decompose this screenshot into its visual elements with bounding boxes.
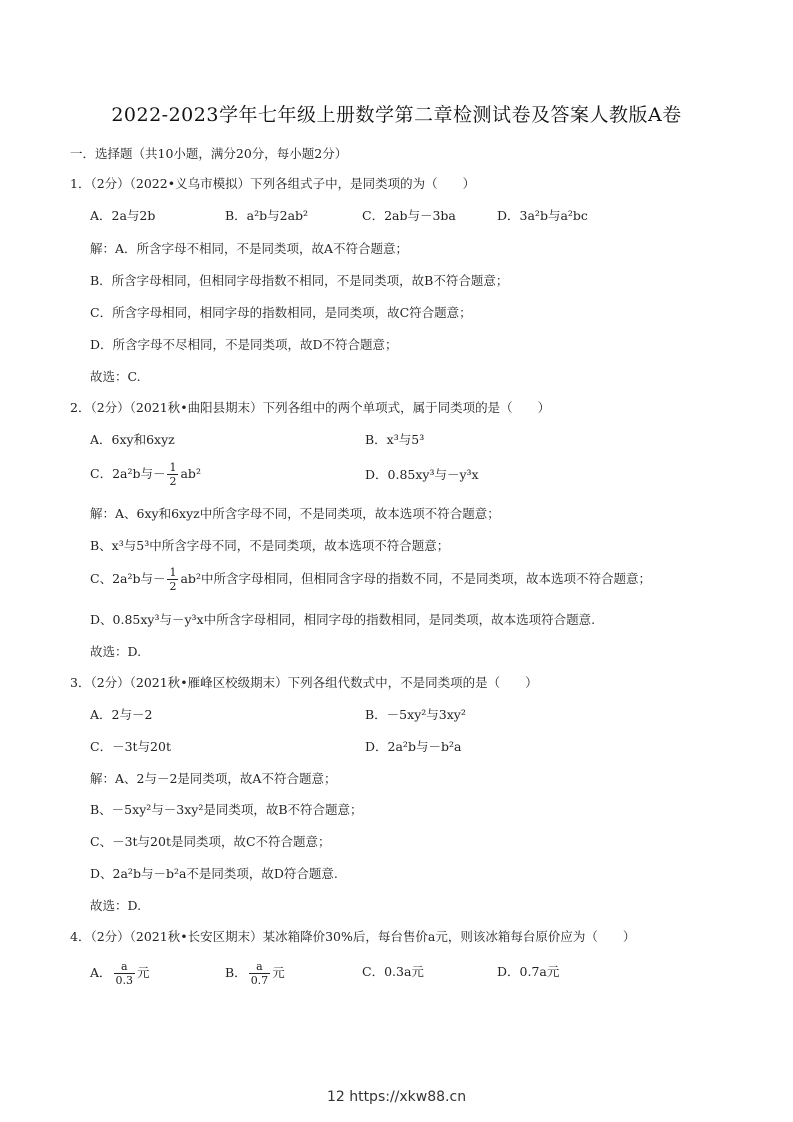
q1-option-c: C．2ab与－3ba: [362, 208, 456, 223]
q3-solution-line: B、－5xy²与－3xy²是同类项，故B不符合题意；: [90, 802, 363, 817]
question-3-stem: 3．（2分）（2021秋•雁峰区校级期末）下列各组代数式中，不是同类项的是（ ）: [70, 675, 538, 690]
fraction-denominator: 2: [169, 580, 177, 593]
q4-option-a-label: A．: [90, 965, 112, 980]
q2-option-b: B．x³与5³: [365, 432, 425, 447]
fraction-numerator: a: [114, 960, 136, 974]
section-heading: 一．选择题（共10小题，满分20分，每小题2分）: [70, 146, 348, 161]
q4-option-c: C．0.3a元: [362, 964, 424, 979]
fraction-numerator: a: [249, 960, 271, 974]
q2-answer: 故选：D.: [90, 644, 142, 659]
fraction-denominator: 0.7: [250, 974, 269, 987]
q1-solution-line: D．所含字母不尽相同，不是同类项，故D不符合题意；: [90, 337, 398, 352]
q2-solution-c-suffix: ab²中所含字母相同，但相同含字母的指数不同，不是同类项，故本选项不符合题意；: [180, 571, 651, 586]
q4-option-a-unit: 元: [137, 965, 150, 980]
q4-option-b-label: B．: [225, 965, 247, 980]
q1-solution-line: B．所含字母相同，但相同字母指数不相同，不是同类项，故B不符合题意；: [90, 273, 509, 288]
q4-option-b-unit: 元: [272, 965, 285, 980]
q3-option-c: C．－3t与20t: [90, 739, 171, 754]
q4-option-d: D．0.7a元: [497, 964, 560, 979]
question-1-stem: 1．（2分）（2022•义乌市模拟）下列各组式子中，是同类项的为（ ）: [70, 176, 476, 191]
q2-option-c: [90, 461, 201, 488]
q3-solution-line: 解：A、2与－2是同类项，故A不符合题意；: [90, 771, 337, 786]
q1-solution-line: C．所含字母相同，相同字母的指数相同，是同类项，故C符合题意；: [90, 305, 472, 320]
q2-option-c-prefix: C．2a²b与－: [90, 466, 166, 481]
q2-solution-line: B、x³与5³中所含字母不同，不是同类项，故本选项不符合题意；: [90, 538, 450, 553]
question-2-stem: 2．（2分）（2021秋•曲阳县期末）下列各组中的两个单项式，属于同类项的是（ ）: [70, 400, 551, 415]
q2-option-c-fraction: [167, 461, 178, 488]
q1-solution-line: 解：A．所含字母不相同，不是同类项，故A不符合题意；: [90, 241, 409, 256]
q2-solution-line-c: [90, 566, 651, 593]
fraction-denominator: 0.3: [115, 974, 134, 987]
q2-solution-line: 解：A、6xy和6xyz中所含字母不同，不是同类项，故本选项不符合题意；: [90, 506, 500, 521]
q2-solution-c-prefix: C、2a²b与－: [90, 571, 166, 586]
q3-answer: 故选：D.: [90, 898, 142, 913]
q4-option-b-fraction: [249, 960, 271, 987]
q2-solution-line: D、0.85xy³与－y³x中所含字母相同，相同字母的指数相同，是同类项，故本选项符合题意.: [90, 612, 596, 627]
q1-option-a: A．2a与2b: [90, 208, 156, 223]
q3-solution-line: D、2a²b与－b²a不是同类项，故D符合题意.: [90, 866, 338, 881]
q3-option-b: B．－5xy²与3xy²: [365, 707, 466, 722]
question-4-stem: 4．（2分）（2021秋•长安区期末）某冰箱降价30%后，每台售价a元，则该冰箱每台原价应为（ ）: [70, 929, 636, 944]
q1-answer: 故选：C.: [90, 369, 141, 384]
q3-option-a: A．2与－2: [90, 707, 153, 722]
fraction-numerator: 1: [169, 461, 177, 474]
page-title: 2022-2023学年七年级上册数学第二章检测试卷及答案人教版A卷: [111, 104, 682, 126]
q2-option-a: A．6xy和6xyz: [90, 432, 175, 447]
fraction-denominator: 2: [169, 475, 177, 488]
q4-option-a-fraction: [114, 960, 136, 987]
q2-solution-c-fraction: [167, 566, 178, 593]
fraction-numerator: 1: [169, 566, 177, 579]
q3-solution-line: C、－3t与20t是同类项，故C不符合题意；: [90, 834, 331, 849]
q2-option-c-suffix: ab²: [180, 466, 201, 481]
q4-option-b: [225, 960, 285, 987]
q1-option-b: B．a²b与2ab²: [225, 208, 309, 223]
q1-option-d: D．3a²b与a²bc: [497, 208, 588, 223]
q2-option-d: D．0.85xy³与－y³x: [365, 467, 479, 482]
q3-option-d: D．2a²b与－b²a: [365, 739, 462, 754]
q4-option-a: [90, 960, 150, 987]
page-footer: 12 https://xkw88.cn: [326, 1089, 467, 1105]
